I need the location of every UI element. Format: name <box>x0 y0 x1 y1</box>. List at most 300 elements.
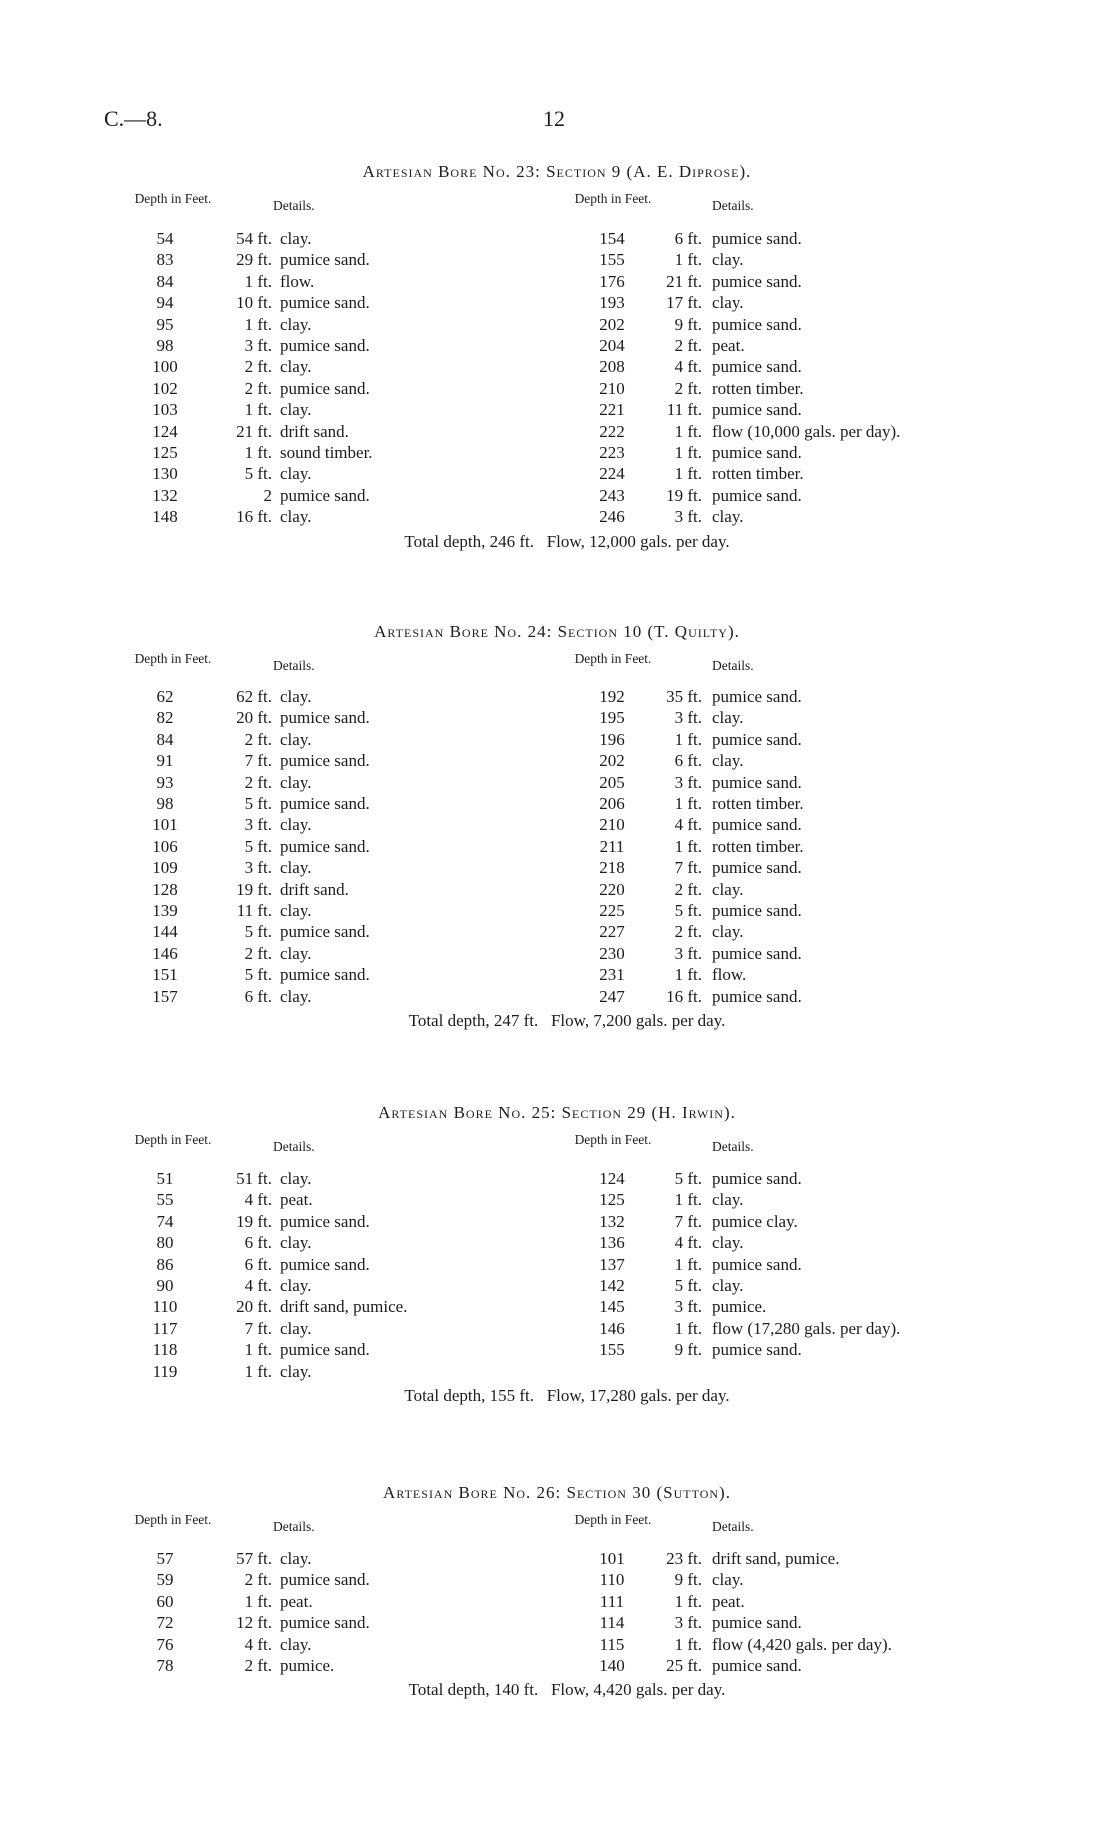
stratum-description: pumice clay. <box>712 1211 798 1231</box>
details-column-header: Details. <box>273 1139 315 1154</box>
depth-value: 106 <box>152 836 178 856</box>
depth-value: 110 <box>152 1297 178 1317</box>
depth-value: 62 <box>156 687 174 706</box>
thickness-value: 5 ft. <box>244 965 272 985</box>
thickness-value: 2 ft. <box>244 1656 272 1675</box>
stratum-description: pumice sand. <box>712 229 802 248</box>
stratum-description: clay. <box>712 751 744 771</box>
strata-row <box>0 249 1114 270</box>
thickness-value: 16 ft. <box>236 507 272 527</box>
stratum-description: pumice sand. <box>280 336 370 355</box>
depth-value: 225 <box>599 901 625 920</box>
stratum-description: pumice sand. <box>280 1613 370 1633</box>
thickness-value: 5 ft. <box>244 922 272 942</box>
page-number: 12 <box>543 106 565 131</box>
stratum-description: clay. <box>712 708 744 728</box>
thickness-value: 29 ft. <box>236 250 272 270</box>
stratum-description: flow (10,000 gals. per day). <box>712 421 901 441</box>
depth-value: 146 <box>152 943 178 963</box>
stratum-description: clay. <box>280 464 312 484</box>
thickness-value: 2 ft. <box>674 879 702 899</box>
depth-value: 155 <box>599 1340 625 1360</box>
stratum-description: pumice sand. <box>712 858 802 878</box>
stratum-description: pumice sand. <box>280 708 370 728</box>
thickness-value: 6 ft. <box>674 751 702 771</box>
depth-value: 98 <box>156 336 174 355</box>
stratum-description: rotten timber. <box>712 836 804 856</box>
stratum-description: clay. <box>712 1276 744 1295</box>
thickness-value: 21 ft. <box>236 421 272 441</box>
bore-title: Artesian Bore No. 24: Section 10 (T. Quilty). <box>374 622 740 641</box>
strata-row <box>0 271 1114 292</box>
depth-value: 204 <box>599 336 625 355</box>
stratum-description: pumice sand. <box>280 485 370 505</box>
stratum-description: clay. <box>280 229 312 248</box>
strata-row <box>0 943 1114 964</box>
thickness-value: 62 ft. <box>236 687 272 706</box>
thickness-value: 1 ft. <box>674 729 702 749</box>
stratum-description: clay. <box>280 772 312 792</box>
depth-value: 202 <box>599 751 625 771</box>
thickness-value: 2 ft. <box>674 336 702 355</box>
strata-row <box>0 814 1114 835</box>
thickness-value: 5 ft. <box>674 1169 702 1188</box>
depth-value: 192 <box>599 687 625 706</box>
depth-value: 103 <box>152 400 178 420</box>
thickness-value: 4 ft. <box>244 1276 272 1295</box>
thickness-value: 3 ft. <box>674 708 702 728</box>
stratum-description: clay. <box>712 1190 744 1210</box>
depth-value: 227 <box>599 922 625 942</box>
depth-value: 125 <box>599 1190 625 1210</box>
thickness-value: 9 ft. <box>674 314 702 334</box>
thickness-value: 4 ft. <box>244 1190 272 1210</box>
strata-row <box>0 335 1114 356</box>
thickness-value: 9 ft. <box>674 1570 702 1590</box>
thickness-value: 3 ft. <box>674 772 702 792</box>
strata-row <box>0 442 1114 463</box>
depth-value: 221 <box>599 400 625 420</box>
thickness-value: 1 ft. <box>244 1361 272 1381</box>
stratum-description: clay. <box>280 1634 312 1654</box>
strata-row <box>0 378 1114 399</box>
depth-value: 84 <box>156 729 174 749</box>
depth-value: 100 <box>152 357 178 377</box>
thickness-value: 1 ft. <box>244 314 272 334</box>
depth-value: 95 <box>156 314 174 334</box>
thickness-value: 4 ft. <box>244 1634 272 1654</box>
depth-value: 124 <box>152 421 178 441</box>
thickness-value: 2 ft. <box>244 943 272 963</box>
depth-column-header: Depth in Feet. <box>574 1132 652 1147</box>
depth-value: 51 <box>156 1169 174 1188</box>
depth-value: 210 <box>599 378 625 398</box>
depth-value: 110 <box>599 1570 625 1590</box>
thickness-value: 51 ft. <box>236 1169 272 1188</box>
depth-value: 128 <box>152 879 178 899</box>
depth-value: 139 <box>152 901 178 920</box>
thickness-value: 1 ft. <box>674 1634 702 1654</box>
stratum-description: pumice sand. <box>280 836 370 856</box>
strata-row <box>0 1361 1114 1382</box>
depth-value: 98 <box>156 794 174 813</box>
details-column-header: Details. <box>273 198 315 213</box>
thickness-value: 3 ft. <box>674 507 702 527</box>
strata-row <box>0 356 1114 377</box>
details-column-header: Details. <box>712 1519 754 1534</box>
thickness-value: 5 ft. <box>244 464 272 484</box>
stratum-description: pumice sand. <box>712 1613 802 1633</box>
stratum-description: pumice sand. <box>280 965 370 985</box>
depth-value: 157 <box>152 986 178 1006</box>
total-depth-flow: Total depth, 247 ft. Flow, 7,200 gals. per day. <box>408 1011 726 1030</box>
depth-value: 142 <box>599 1276 625 1295</box>
depth-value: 151 <box>152 965 178 985</box>
stratum-description: rotten timber. <box>712 464 804 484</box>
depth-value: 140 <box>599 1656 625 1675</box>
depth-column-header: Depth in Feet. <box>134 651 212 666</box>
strata-row <box>0 1569 1114 1590</box>
stratum-description: pumice sand. <box>712 1254 802 1274</box>
depth-value: 230 <box>599 943 625 963</box>
thickness-value: 5 ft. <box>244 794 272 813</box>
depth-value: 231 <box>599 965 625 985</box>
stratum-description: drift sand. <box>280 421 349 441</box>
thickness-value: 1 ft. <box>244 1340 272 1360</box>
depth-column-header: Depth in Feet. <box>574 1512 652 1527</box>
strata-row <box>0 793 1114 814</box>
thickness-value: 1 ft. <box>674 443 702 462</box>
thickness-value: 1 ft. <box>674 1190 702 1210</box>
strata-row <box>0 1318 1114 1339</box>
depth-value: 195 <box>599 708 625 728</box>
depth-value: 208 <box>599 357 625 377</box>
stratum-description: pumice sand. <box>712 687 802 706</box>
stratum-description: rotten timber. <box>712 794 804 813</box>
strata-row <box>0 1296 1114 1317</box>
thickness-value: 5 ft. <box>244 836 272 856</box>
strata-row <box>0 506 1114 527</box>
strata-row <box>0 707 1114 728</box>
depth-value: 218 <box>599 858 625 878</box>
thickness-value: 7 ft. <box>674 1211 702 1231</box>
details-column-header: Details. <box>273 1519 315 1534</box>
depth-value: 60 <box>156 1591 174 1611</box>
stratum-description: peat. <box>712 336 745 355</box>
stratum-description: flow (4,420 gals. per day). <box>712 1634 892 1654</box>
depth-value: 117 <box>152 1318 178 1338</box>
depth-value: 76 <box>156 1634 174 1654</box>
strata-row <box>0 1275 1114 1296</box>
strata-row <box>0 463 1114 484</box>
thickness-value: 10 ft. <box>236 293 272 313</box>
stratum-description: pumice sand. <box>280 922 370 942</box>
depth-value: 144 <box>152 922 178 942</box>
stratum-description: pumice sand. <box>280 378 370 398</box>
stratum-description: clay. <box>280 1361 312 1381</box>
thickness-value: 2 ft. <box>244 1570 272 1590</box>
thickness-value: 17 ft. <box>666 293 702 313</box>
details-column-header: Details. <box>712 1139 754 1154</box>
depth-value: 59 <box>156 1570 174 1590</box>
depth-column-header: Depth in Feet. <box>134 191 212 206</box>
stratum-description: pumice sand. <box>280 1211 370 1231</box>
stratum-description: clay. <box>280 1276 312 1295</box>
stratum-description: pumice sand. <box>280 1340 370 1360</box>
depth-value: 94 <box>156 293 174 313</box>
depth-value: 55 <box>156 1190 174 1210</box>
stratum-description: pumice sand. <box>712 943 802 963</box>
stratum-description: clay. <box>280 901 312 920</box>
bore-title: Artesian Bore No. 23: Section 9 (A. E. Diprose). <box>362 162 752 181</box>
thickness-value: 2 <box>263 485 272 505</box>
stratum-description: pumice sand. <box>712 815 802 835</box>
stratum-description: clay. <box>712 1570 744 1590</box>
thickness-value: 1 ft. <box>244 400 272 420</box>
depth-value: 102 <box>152 378 178 398</box>
thickness-value: 2 ft. <box>674 922 702 942</box>
depth-value: 83 <box>156 250 174 270</box>
thickness-value: 35 ft. <box>666 687 702 706</box>
thickness-value: 3 ft. <box>674 1613 702 1633</box>
depth-value: 206 <box>599 794 625 813</box>
depth-value: 132 <box>599 1211 625 1231</box>
strata-row <box>0 1168 1114 1189</box>
thickness-value: 1 ft. <box>674 1318 702 1338</box>
strata-row <box>0 228 1114 249</box>
stratum-description: clay. <box>280 1318 312 1338</box>
depth-value: 137 <box>599 1254 625 1274</box>
stratum-description: clay. <box>280 729 312 749</box>
bore-title: Artesian Bore No. 26: Section 30 (Sutton). <box>383 1483 731 1502</box>
stratum-description: pumice sand. <box>280 293 370 313</box>
thickness-value: 1 ft. <box>674 965 702 985</box>
strata-row <box>0 750 1114 771</box>
depth-column-header: Depth in Feet. <box>134 1512 212 1527</box>
thickness-value: 6 ft. <box>244 1254 272 1274</box>
depth-value: 118 <box>152 1340 178 1360</box>
depth-value: 211 <box>599 836 625 856</box>
depth-column-header: Depth in Feet. <box>134 1132 212 1147</box>
stratum-description: pumice sand. <box>712 772 802 792</box>
depth-value: 155 <box>599 250 625 270</box>
depth-value: 205 <box>599 772 625 792</box>
thickness-value: 1 ft. <box>674 1254 702 1274</box>
depth-value: 90 <box>156 1276 174 1295</box>
depth-value: 223 <box>599 443 625 462</box>
strata-row <box>0 485 1114 506</box>
strata-row <box>0 729 1114 750</box>
strata-row <box>0 292 1114 313</box>
thickness-value: 4 ft. <box>674 1233 702 1253</box>
depth-value: 130 <box>152 464 178 484</box>
depth-value: 193 <box>599 293 625 313</box>
strata-row <box>0 986 1114 1007</box>
depth-column-header: Depth in Feet. <box>574 651 652 666</box>
stratum-description: clay. <box>280 1169 312 1188</box>
stratum-description: clay. <box>280 943 312 963</box>
depth-value: 222 <box>599 421 625 441</box>
depth-value: 57 <box>156 1549 174 1568</box>
stratum-description: pumice sand. <box>712 729 802 749</box>
strata-row <box>0 1612 1114 1633</box>
stratum-description: clay. <box>712 1233 744 1253</box>
stratum-description: drift sand, pumice. <box>280 1297 408 1317</box>
document-code: C.—8. <box>104 106 163 131</box>
stratum-description: clay. <box>712 507 744 527</box>
depth-value: 210 <box>599 815 625 835</box>
depth-value: 146 <box>599 1318 625 1338</box>
stratum-description: pumice sand. <box>712 901 802 920</box>
thickness-value: 2 ft. <box>244 378 272 398</box>
thickness-value: 5 ft. <box>674 1276 702 1295</box>
thickness-value: 1 ft. <box>674 421 702 441</box>
depth-value: 154 <box>599 229 625 248</box>
stratum-description: pumice sand. <box>712 986 802 1006</box>
details-column-header: Details. <box>712 198 754 213</box>
depth-value: 145 <box>599 1297 625 1317</box>
strata-row <box>0 1548 1114 1569</box>
thickness-value: 7 ft. <box>244 1318 272 1338</box>
depth-value: 125 <box>152 443 178 462</box>
depth-value: 84 <box>156 271 174 291</box>
total-depth-flow: Total depth, 140 ft. Flow, 4,420 gals. per day. <box>408 1680 726 1700</box>
thickness-value: 19 ft. <box>236 1211 272 1231</box>
stratum-description: clay. <box>280 858 312 878</box>
stratum-description: pumice sand. <box>712 1656 802 1675</box>
strata-row <box>0 879 1114 900</box>
thickness-value: 9 ft. <box>674 1340 702 1360</box>
depth-value: 86 <box>156 1254 174 1274</box>
thickness-value: 6 ft. <box>244 1233 272 1253</box>
depth-value: 224 <box>599 464 625 484</box>
thickness-value: 3 ft. <box>244 858 272 878</box>
stratum-description: drift sand, pumice. <box>712 1549 840 1568</box>
thickness-value: 2 ft. <box>244 357 272 377</box>
depth-value: 114 <box>599 1613 625 1633</box>
thickness-value: 3 ft. <box>244 336 272 355</box>
strata-row <box>0 1189 1114 1210</box>
thickness-value: 2 ft. <box>674 378 702 398</box>
thickness-value: 20 ft. <box>236 1297 272 1317</box>
stratum-description: pumice sand. <box>712 485 802 505</box>
strata-row <box>0 399 1114 420</box>
thickness-value: 1 ft. <box>674 794 702 813</box>
stratum-description: clay. <box>712 293 744 313</box>
strata-row <box>0 1634 1114 1655</box>
thickness-value: 1 ft. <box>674 836 702 856</box>
stratum-description: clay. <box>712 922 744 942</box>
thickness-value: 11 ft. <box>666 400 702 420</box>
depth-value: 74 <box>156 1211 174 1231</box>
stratum-description: pumice sand. <box>712 271 802 291</box>
thickness-value: 4 ft. <box>674 815 702 835</box>
stratum-description: clay. <box>280 507 312 527</box>
strata-row <box>0 1591 1114 1612</box>
thickness-value: 11 ft. <box>236 901 272 920</box>
stratum-description: pumice sand. <box>712 1169 802 1188</box>
thickness-value: 3 ft. <box>674 1297 702 1317</box>
strata-row <box>0 314 1114 335</box>
stratum-description: pumice sand. <box>712 314 802 334</box>
strata-row <box>0 1655 1114 1676</box>
stratum-description: clay. <box>280 986 312 1006</box>
depth-value: 119 <box>152 1361 178 1381</box>
thickness-value: 57 ft. <box>236 1549 272 1568</box>
depth-value: 202 <box>599 314 625 334</box>
thickness-value: 1 ft. <box>244 443 272 462</box>
depth-value: 196 <box>599 729 625 749</box>
strata-row <box>0 964 1114 985</box>
depth-value: 136 <box>599 1233 625 1253</box>
strata-row <box>0 1211 1114 1232</box>
depth-value: 243 <box>599 485 625 505</box>
stratum-description: clay. <box>280 314 312 334</box>
depth-value: 176 <box>599 271 625 291</box>
bore-title: Artesian Bore No. 25: Section 29 (H. Irwin). <box>378 1103 736 1122</box>
details-column-header: Details. <box>712 658 754 673</box>
stratum-description: clay. <box>280 815 312 835</box>
stratum-description: flow (17,280 gals. per day). <box>712 1318 901 1338</box>
stratum-description: clay. <box>280 400 312 420</box>
thickness-value: 1 ft. <box>244 271 272 291</box>
total-depth-flow: Total depth, 155 ft. Flow, 17,280 gals. per day. <box>404 1386 730 1405</box>
total-depth-flow: Total depth, 246 ft. Flow, 12,000 gals. per day. <box>404 531 730 551</box>
stratum-description: rotten timber. <box>712 378 804 398</box>
stratum-description: flow. <box>280 271 315 291</box>
depth-value: 220 <box>599 879 625 899</box>
depth-value: 246 <box>599 507 625 527</box>
depth-value: 54 <box>156 229 174 248</box>
strata-row <box>0 857 1114 878</box>
thickness-value: 1 ft. <box>674 464 702 484</box>
thickness-value: 4 ft. <box>674 357 702 377</box>
thickness-value: 3 ft. <box>674 943 702 963</box>
strata-row <box>0 1254 1114 1275</box>
thickness-value: 1 ft. <box>674 1591 702 1611</box>
thickness-value: 19 ft. <box>236 879 272 899</box>
stratum-description: pumice sand. <box>712 443 802 462</box>
stratum-description: clay. <box>280 357 312 377</box>
thickness-value: 7 ft. <box>674 858 702 878</box>
strata-row <box>0 1232 1114 1253</box>
thickness-value: 3 ft. <box>244 815 272 835</box>
stratum-description: pumice sand. <box>280 1254 370 1274</box>
stratum-description: flow. <box>712 965 747 985</box>
thickness-value: 1 ft. <box>244 1591 272 1611</box>
depth-value: 82 <box>156 708 174 728</box>
stratum-description: pumice. <box>712 1297 767 1317</box>
stratum-description: clay. <box>280 687 312 706</box>
depth-value: 78 <box>156 1656 174 1675</box>
strata-row <box>0 686 1114 707</box>
depth-value: 132 <box>152 485 178 505</box>
depth-value: 124 <box>599 1169 625 1188</box>
stratum-description: pumice sand. <box>280 794 370 813</box>
strata-row <box>0 900 1114 921</box>
strata-row <box>0 921 1114 942</box>
depth-value: 80 <box>156 1233 174 1253</box>
thickness-value: 23 ft. <box>666 1549 702 1568</box>
stratum-description: peat. <box>280 1190 313 1210</box>
thickness-value: 54 ft. <box>236 229 272 248</box>
stratum-description: clay. <box>712 250 744 270</box>
stratum-description: clay. <box>712 879 744 899</box>
depth-value: 148 <box>152 507 178 527</box>
thickness-value: 12 ft. <box>236 1613 272 1633</box>
thickness-value: 6 ft. <box>674 229 702 248</box>
depth-value: 247 <box>599 986 625 1006</box>
